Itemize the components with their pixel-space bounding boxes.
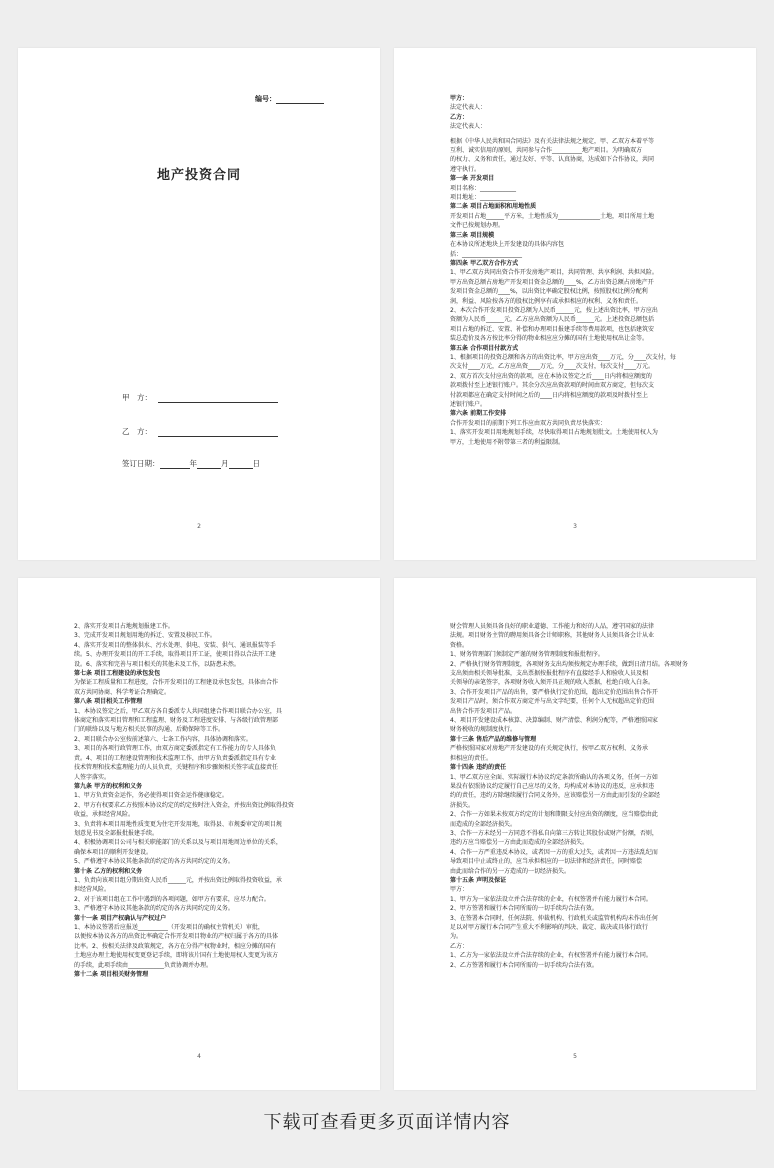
sign-date-field	[122, 458, 260, 469]
month-label: 月	[221, 459, 229, 468]
body-line: 1、落实开发项目用地规划手续，尽快取得项目占地规划批文。土地使用权人为	[450, 429, 658, 437]
body-line: 1、甲乙双方共同出资合作开发房地产项目，共同管理、共享利润、共担风险。	[450, 269, 658, 277]
body-line: 3、负责将本项目用地性质变更为住宅开发用地，取得县、市规委审定的项目规	[74, 820, 282, 828]
section-heading: 第十一条 项目产权确认与产权过户	[74, 914, 167, 922]
body-line: 出售合作开发项目产品。	[450, 707, 517, 715]
body-line: 人签字落实。	[74, 773, 111, 781]
body-line: 3、在签署本合同时，任何法院、仲裁机构、行政机关或监管机构均未作出任何	[450, 914, 658, 922]
section-heading: 第三条 项目规模	[450, 231, 495, 239]
body-line: 在本协议所述地块上开发建设的具体内容包	[450, 241, 565, 249]
body-line: 1、甲方为一家依法设立并合法存续的企业，有权签署并有能力履行本合同。	[450, 895, 652, 903]
body-line: 导致项目中止或终止的，应当承担相应的一切法律和经济责任，同时赔偿	[450, 858, 643, 866]
page-number: 4	[197, 1053, 201, 1060]
body-line: 3、严格遵守本协议其他条款的约定的各方共同约定的义务。	[74, 905, 234, 913]
body-line: 法定代表人：	[450, 123, 487, 131]
body-line: 2、落实开发项目占地规划报建工作。	[74, 623, 174, 630]
body-line: 4、落实开发项目的整体供水、污水处理、供电、安装、供气、通讯报装等手	[74, 641, 276, 649]
sign-date-label: 签订日期：	[122, 459, 160, 468]
page-4-body	[450, 622, 712, 970]
body-line: 3、项目的各项行政管理工作，由双方商定委派指定有工作能力的专人具体负	[74, 745, 276, 753]
body-line: 甲方出资总额占房地产开发项目资金总额的____%，乙方出资总额占房地产开	[450, 278, 654, 286]
body-line: 括：____________________	[450, 250, 523, 258]
party-a-field	[122, 392, 278, 403]
contract-number-field	[255, 94, 324, 104]
body-line: 乙方：	[450, 942, 469, 950]
body-line: 述银行账户。	[450, 401, 487, 408]
contract-page-1	[18, 48, 380, 560]
body-line: 项目地址：____________	[450, 194, 517, 202]
section-heading: 第十二条 项目相关财务管理	[74, 971, 149, 979]
body-line: 资格。	[450, 641, 469, 649]
party-a-blank	[158, 393, 278, 403]
body-line: 责。4、项目的工程建设管理和技术监理工作，由甲方负责委派指定具有专业	[74, 754, 276, 762]
body-line: 项目名称：____________	[450, 184, 517, 192]
body-line: 法定代表人：	[450, 104, 487, 112]
body-line: 2、双方首次支付应出资的款项，应在本协议签定之后____日内将相应额度的	[450, 372, 652, 380]
body-line: 关领导的亲笔签字，各项财务收入须开具正规的收入票据，杜绝白收入白条。	[450, 679, 655, 687]
body-line: 1、本协议签定之后，甲乙双方各自委派专人共同组建合作项目联合办公室，具	[74, 707, 282, 715]
section-heading: 第十三条 售后产品的维修与管理	[450, 735, 537, 743]
body-line: 土地应办理土地使用权变更登记手续，即将该片国有土地使用权人变更为该方	[74, 952, 279, 960]
body-line: 担经营风险。	[74, 886, 111, 894]
body-line: 体商定和落实项目管理和工程监理、财务及工程进度安排、与各级行政管理部	[74, 717, 279, 725]
page-3-body	[74, 622, 336, 979]
body-line: 2、本次合作开发项目投资总额为人民币______元，按上述出资比率，甲方应出	[450, 306, 658, 314]
section-heading: 第十四条 违约的责任	[450, 764, 507, 772]
body-line: 1、根据项目的投资总额和各方的出资比率，甲方应出资____万元，分____次支付，每	[450, 353, 676, 361]
body-line: 互利、诚实信用的原则，共同参与合作__________地产项目。为明确双方	[450, 147, 643, 155]
body-line: 法规。项目财务主管的聘用须具备会计师职称，其他财务人员须具备会计从业	[450, 632, 655, 640]
body-line: 发项目资金总额的____%，以出资比率确定股权比例，按照股权比例分配利	[450, 288, 648, 296]
body-line: 续。5、办理开发项目的开工手续，取得项目开工证，使项目得以合法开工建	[74, 651, 276, 659]
body-line: 4、积极协调项目公司与相关职能部门的关系以及与项目用地周边单位的关系，	[74, 839, 282, 847]
section-heading: 甲方：	[450, 95, 469, 102]
body-line: 的手续，此项手续由____________负责协调并办理。	[74, 961, 213, 969]
section-heading: 第六条 前期工作安排	[450, 410, 507, 418]
body-line: 财务税收的规制度执行。	[450, 726, 517, 734]
body-line: 2、甲方有权要求乙方按照本协议约定的约定按时注入资金，并按出资比例取得投资	[74, 801, 294, 809]
body-line: 3、完成开发项目规划用地的拆迁、安置及移民工作。	[74, 632, 216, 640]
body-line: 2、项目联合办公室按前述第六、七条工作内容，具体协调和落实。	[74, 735, 252, 743]
body-line: 技术管理和技术监理能力的人员负责，关键程序和步骤须相关签字或直接责任	[74, 764, 279, 772]
body-line: 装总造价及各方按比率分得的物业相应应分摊的国有土地使用权出让金等。	[450, 335, 649, 343]
body-line: 开发项目占地______平方米，土地性质为______________土地，项目所用土地	[450, 212, 655, 220]
body-line: 比率。2、按相关法律及政策规定，各方在分得产权物业时，相应分摊的国有	[74, 942, 276, 950]
body-line: 2、严格执行财务管理制度，各项财务支出均须按规定办理手续，做到日清月结。各项财务	[450, 660, 688, 668]
body-line: 双方共同协商、科学考证合理确定。	[74, 688, 171, 696]
contract-page-2	[394, 48, 756, 560]
body-line: 确保本项目的顺利开发建设。	[74, 848, 153, 856]
body-line: 的权力、义务和责任，通过友好、平等、认真协商，达成如下合作协议，共同	[450, 156, 655, 164]
day-label: 日	[252, 459, 260, 468]
page-2-body	[450, 94, 712, 447]
body-line: 1、财务管理部门须制定严谨的财务管理制度和报批程序。	[450, 651, 604, 659]
section-heading: 第十五条 声明及保证	[450, 876, 507, 884]
body-line: 1、乙方为一家依法设立并合法存续的企业，有权签署并有能力履行本合同。	[450, 952, 652, 960]
body-line: 为。	[450, 933, 463, 941]
body-line: 甲方，土地使用不附带第三者的利益限制。	[450, 438, 565, 446]
body-line: 遵守执行。	[450, 165, 481, 173]
page-number: 3	[573, 523, 577, 530]
body-line: 项目占地的拆迁、安置、补偿和办理项目报建手续等费用款项，也包括建筑安	[450, 325, 655, 333]
body-line: 润，利益、风险按各方的股权比例享有或承担相应的权利、义务和责任。	[450, 297, 643, 305]
body-line: 1、甲方负责资金运作，务必使得项目资金运作健康稳定。	[74, 792, 228, 800]
body-line: 支出须由相关领导批准，支出票据按报批程序有直接经手人和验收人员及相	[450, 670, 649, 678]
body-line: 以便按本协议各方的出资比率确定合作开发项目物业的产权归属于各方的具体	[74, 933, 279, 941]
contract-number-label: 编号：	[255, 95, 276, 103]
section-heading: 第十条 乙方的权利和义务	[74, 867, 143, 875]
section-heading: 乙方：	[450, 113, 469, 121]
body-line: 付款项都应在确定支付时间之后的____日内将相应额度的款项及时拨付至上	[450, 391, 649, 399]
body-line: 为保证工程质量和工程进度，合作开发项目的工程建设承包发包，具体由合作	[74, 679, 279, 687]
contract-page-3	[18, 578, 380, 1090]
body-line: 果没有依照协议约定履行自己应尽的义务，均构成对本协议的违反，应承担违	[450, 782, 655, 790]
body-line: 4、项目开发建设成本核算、决算编制、财产清偿、利润分配等，严格遵照国家	[450, 717, 658, 725]
body-line: 财会管理人员须具备良好的职业道德、工作能力和好的人品，遵守国家的法律	[450, 623, 655, 630]
body-line: 根据《中华人民共和国合同法》及有关法律法规之规定，甲、乙双方本着平等	[450, 137, 655, 145]
party-a-label: 甲 方：	[122, 393, 152, 402]
body-line: 资额为人民币______元，乙方应出资额为人民币______元。上述投资总额包括	[450, 316, 655, 324]
body-line: 2、乙方签署和履行本合同所需的一切手续均合法有效。	[450, 961, 598, 969]
contract-page-4	[394, 578, 756, 1090]
body-line: 足以对甲方履行本合同产生重大不利影响的判决、裁定、裁决或具体行政行	[450, 924, 649, 931]
body-line: 5、严格遵守本协议其他条款的约定的各方共同约定的义务。	[74, 858, 234, 866]
page-number: 2	[197, 523, 201, 530]
body-line: 违约方应当赔偿另一方由此而造成的全部经济损失。	[450, 839, 589, 847]
body-line: 甲方：	[450, 886, 469, 894]
section-heading: 第四条 甲乙双方合作方式	[450, 259, 519, 267]
body-line: 划意见书及全部报批报建手续。	[74, 829, 159, 837]
body-line: 收益，承担经营风险。	[74, 811, 135, 819]
download-more-banner[interactable]: 下载可查看更多页面详情内容	[263, 1112, 511, 1133]
body-line: 而造成的全部经济损失。	[450, 820, 517, 828]
body-line: 设。6、落实和完善与项目相关的其他未及工作，以防患未然。	[74, 660, 240, 668]
body-line: 济损失。	[450, 801, 475, 809]
page-number: 5	[573, 1053, 577, 1060]
body-line: 担相应的责任。	[450, 754, 493, 762]
party-b-label: 乙 方：	[122, 427, 152, 436]
section-heading: 第一条 开发项目	[450, 175, 495, 183]
body-line: 发项目产品时，须合作双方商定并与出文字纪要，任何个人无权超出定价范围	[450, 698, 655, 706]
body-line: 1、本协议签署后应报送__________（开发项目的确权主管机关）审批，	[74, 924, 264, 931]
body-line: 门的联络以及与地方相关民事的沟通、后勤保障等工作。	[74, 726, 225, 734]
body-line: 合作开发项目的前期下列工作应由双方共同负责尽快落实：	[450, 419, 607, 427]
body-line: 2、对于该项目组在工作中遇到的各项问题，如甲方有要求，应尽力配合。	[74, 895, 270, 903]
body-line: 款项拨付至上述银行账户。其余分次应出资款项的时间由双方商定，但每次支	[450, 382, 655, 390]
body-line: 2、合作一方如果未按双方约定的计划和期限支付应出资的额度，应当赔偿由此	[450, 811, 658, 819]
section-heading: 第二条 项目占地面积和用地性质	[450, 203, 537, 211]
body-line: 由此而给合作的另一方造成的一切经济损失。	[450, 867, 571, 875]
contract-number-blank	[276, 95, 324, 104]
body-line: 4、合作一方严重违反本协议，或者因一方的重大过失，或者因一方违法乱纪而	[450, 848, 658, 856]
body-line: 1、负责向该项目组分期出资人民币______元，并按出资比例取得投资收益，承	[74, 876, 282, 884]
section-heading: 第七条 项目工程建设的承包发包	[74, 670, 161, 678]
year-label: 年	[189, 459, 197, 468]
body-line: 1、甲乙双方应全面、实际履行本协议约定条款所确认的各项义务，任何一方如	[450, 773, 658, 781]
section-heading: 第五条 合作项目付款方式	[450, 344, 519, 352]
body-line: 3、合作一方未经另一方同意不得私自向第三方转让其股份或财产份额，否则，	[450, 829, 658, 837]
body-line: 3、合作开发项目产品的出售，要严格执行定价范围，超出定价范围出售合作开	[450, 688, 658, 696]
body-line: 次支付____万元，乙方应出资____万元，分____次支付，每次支付____万元。	[450, 363, 655, 371]
section-heading: 第九条 甲方的权利和义务	[74, 782, 143, 790]
contract-title: 地产投资合同	[156, 168, 241, 183]
party-b-blank	[158, 427, 278, 437]
body-line: 2、甲方签署和履行本合同所需的一切手续均合法有效。	[450, 905, 598, 913]
party-b-field	[122, 426, 278, 437]
section-heading: 第八条 项目相关工作管理	[74, 698, 143, 706]
body-line: 约的责任，违约方除继续履行合同义务外，应该赔偿另一方由此而引发的全部经	[450, 792, 661, 800]
body-line: 文件已按规划办理。	[450, 222, 505, 230]
body-line: 严格按照国家对房地产开发建设的有关规定执行，按甲乙双方权利、义务承	[450, 745, 649, 753]
